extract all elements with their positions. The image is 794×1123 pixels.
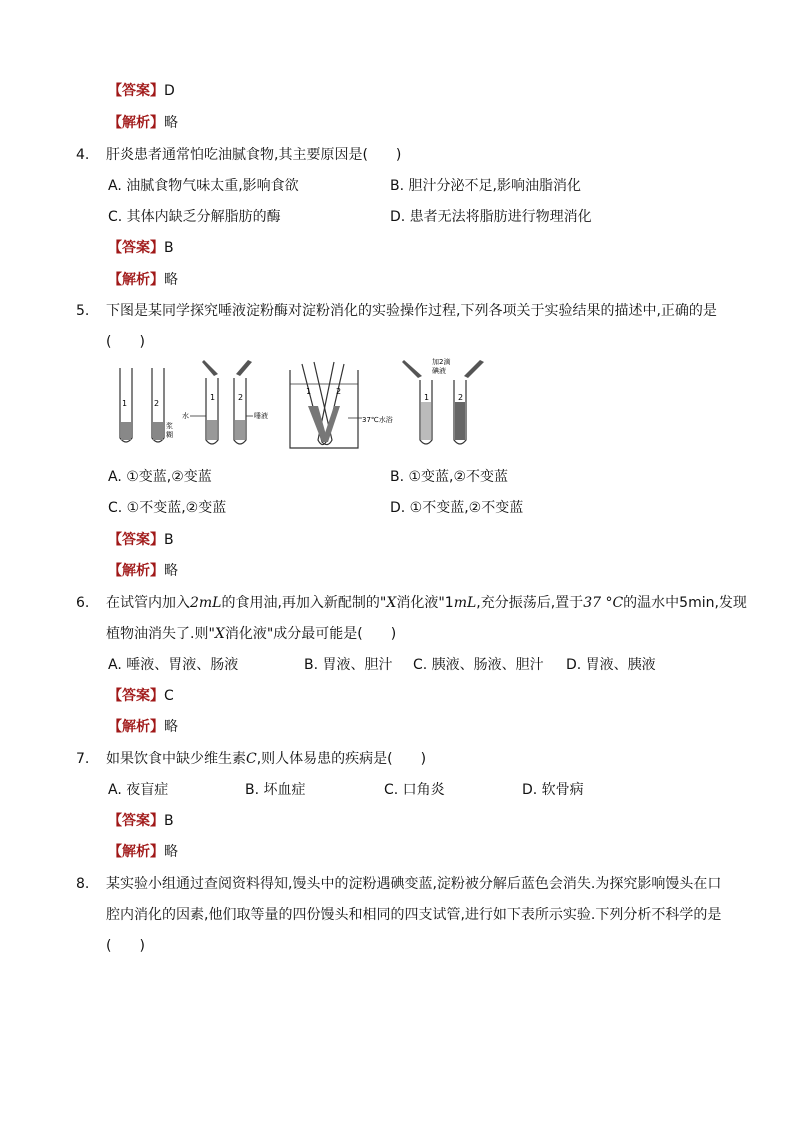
- mixture-fill: [207, 420, 217, 440]
- question-number: 8.: [76, 876, 90, 892]
- experiment-figure: [108, 356, 500, 456]
- option-d: D. 胃液、胰液: [566, 657, 656, 673]
- tube-label-1: 1: [306, 387, 312, 396]
- stem-text: 如果饮食中缺少维生素: [106, 751, 246, 767]
- iodine-label: 碘液: [432, 367, 446, 375]
- option-c: C. 其体内缺乏分解脂肪的酶: [108, 209, 281, 225]
- dropper-icon: [202, 360, 218, 376]
- mixture-fill: [235, 420, 245, 440]
- iodine-label: 加2滴: [432, 358, 451, 366]
- analysis-label: 【解析】: [108, 844, 164, 860]
- option-c: C. ①不变蓝,②变蓝: [108, 500, 227, 516]
- paste-fill: [121, 422, 131, 440]
- stem-text: 的温水中5min,发现: [623, 595, 747, 611]
- analysis-line: [108, 113, 178, 133]
- tube-label-1: 1: [424, 393, 430, 402]
- stem-text: 植物油消失了.则": [106, 626, 215, 642]
- tube-label-1: 1: [122, 399, 128, 408]
- answer-value: D: [164, 83, 175, 99]
- question-number: 6.: [76, 595, 90, 611]
- question-number: 5.: [76, 303, 90, 319]
- tube-label-2: 2: [154, 399, 160, 408]
- option-c: C. 口角炎: [384, 782, 445, 798]
- answer-line: [108, 238, 174, 258]
- math-temperature: 37 °C: [583, 595, 624, 611]
- answer-value: C: [164, 688, 174, 704]
- analysis-line: [108, 842, 178, 862]
- answer-line: [108, 81, 175, 101]
- analysis-value: 略: [164, 844, 178, 860]
- analysis-value: 略: [164, 272, 178, 288]
- question-stem-cont: 腔内消化的因素,他们取等量的四份馒头和相同的四支试管,进行如下表所示实验.下列分析不科学的是: [106, 907, 722, 923]
- question-stem: 肝炎患者通常怕吃油腻食物,其主要原因是( ): [106, 147, 402, 163]
- option-a: A. 油腻食物气味太重,影响食欲: [108, 178, 299, 194]
- stem-text: 消化液"1: [396, 595, 454, 611]
- tube-label-2: 2: [336, 387, 342, 396]
- answer-label: 【答案】: [108, 532, 164, 548]
- math-variable: C: [246, 751, 257, 767]
- option-b: B. 坏血症: [245, 782, 306, 798]
- analysis-line: [108, 717, 178, 737]
- answer-line: [108, 530, 174, 550]
- question-stem: [106, 749, 426, 769]
- dropper-icon: [464, 360, 484, 378]
- math-volume: 2mL: [190, 595, 222, 611]
- option-d: D. 患者无法将脂肪进行物理消化: [390, 209, 592, 225]
- tube-label-2: 2: [458, 393, 464, 402]
- water-label: 水: [182, 412, 189, 420]
- analysis-label: 【解析】: [108, 719, 164, 735]
- option-d: D. 软骨病: [522, 782, 584, 798]
- stem-text: ,充分振荡后,置于: [476, 595, 584, 611]
- water-bath-label: 37℃水浴: [362, 416, 393, 424]
- analysis-value: 略: [164, 563, 178, 579]
- analysis-line: [108, 270, 178, 290]
- option-b: B. ①变蓝,②不变蓝: [390, 469, 509, 485]
- answer-label: 【答案】: [108, 813, 164, 829]
- paste-label: 糊: [166, 431, 173, 439]
- answer-label: 【答案】: [108, 688, 164, 704]
- result-fill: [455, 402, 465, 440]
- answer-label: 【答案】: [108, 240, 164, 256]
- analysis-label: 【解析】: [108, 115, 164, 131]
- analysis-line: [108, 561, 178, 581]
- question-stem-cont: [106, 624, 396, 644]
- result-fill: [421, 402, 431, 440]
- stem-text: 的食用油,再加入新配制的": [221, 595, 387, 611]
- dropper-icon: [402, 360, 422, 378]
- stem-text: ,则人体易患的疾病是( ): [256, 751, 427, 767]
- analysis-value: 略: [164, 719, 178, 735]
- question-number: 7.: [76, 751, 90, 767]
- stem-text: 消化液"成分最可能是( ): [224, 626, 397, 642]
- paste-fill: [153, 422, 163, 440]
- question-stem: 某实验小组通过查阅资料得知,馒头中的淀粉遇碘变蓝,淀粉被分解后蓝色会消失.为探究影响馒头在口: [106, 876, 722, 892]
- paste-label: 浆: [166, 422, 173, 430]
- answer-value: B: [164, 813, 174, 829]
- answer-line: [108, 811, 174, 831]
- answer-value: B: [164, 532, 174, 548]
- answer-line: [108, 686, 174, 706]
- option-b: B. 胃液、胆汁: [304, 657, 393, 673]
- answer-value: B: [164, 240, 174, 256]
- analysis-label: 【解析】: [108, 563, 164, 579]
- option-a: A. ①变蓝,②变蓝: [108, 469, 212, 485]
- option-b: B. 胆汁分泌不足,影响油脂消化: [390, 178, 581, 194]
- analysis-value: 略: [164, 115, 178, 131]
- question-number: 4.: [76, 147, 90, 163]
- dropper-icon: [236, 360, 252, 376]
- math-variable: X: [214, 626, 225, 642]
- option-d: D. ①不变蓝,②不变蓝: [390, 500, 524, 516]
- option-c: C. 胰液、肠液、胆汁: [413, 657, 544, 673]
- question-stem: [106, 593, 747, 613]
- tube-label-2: 2: [238, 393, 244, 402]
- answer-label: 【答案】: [108, 83, 164, 99]
- math-unit: mL: [453, 595, 477, 611]
- analysis-label: 【解析】: [108, 272, 164, 288]
- tube-label-1: 1: [210, 393, 216, 402]
- option-a: A. 夜盲症: [108, 782, 169, 798]
- saliva-label: 唾液: [254, 412, 268, 420]
- question-stem: 下图是某同学探究唾液淀粉酶对淀粉消化的实验操作过程,下列各项关于实验结果的描述中,正确的是: [106, 303, 717, 319]
- math-variable: X: [386, 595, 397, 611]
- stem-text: 在试管内加入: [106, 595, 190, 611]
- question-stem-cont: ( ): [106, 334, 145, 350]
- question-stem-cont: ( ): [106, 938, 145, 954]
- option-a: A. 唾液、胃液、肠液: [108, 657, 239, 673]
